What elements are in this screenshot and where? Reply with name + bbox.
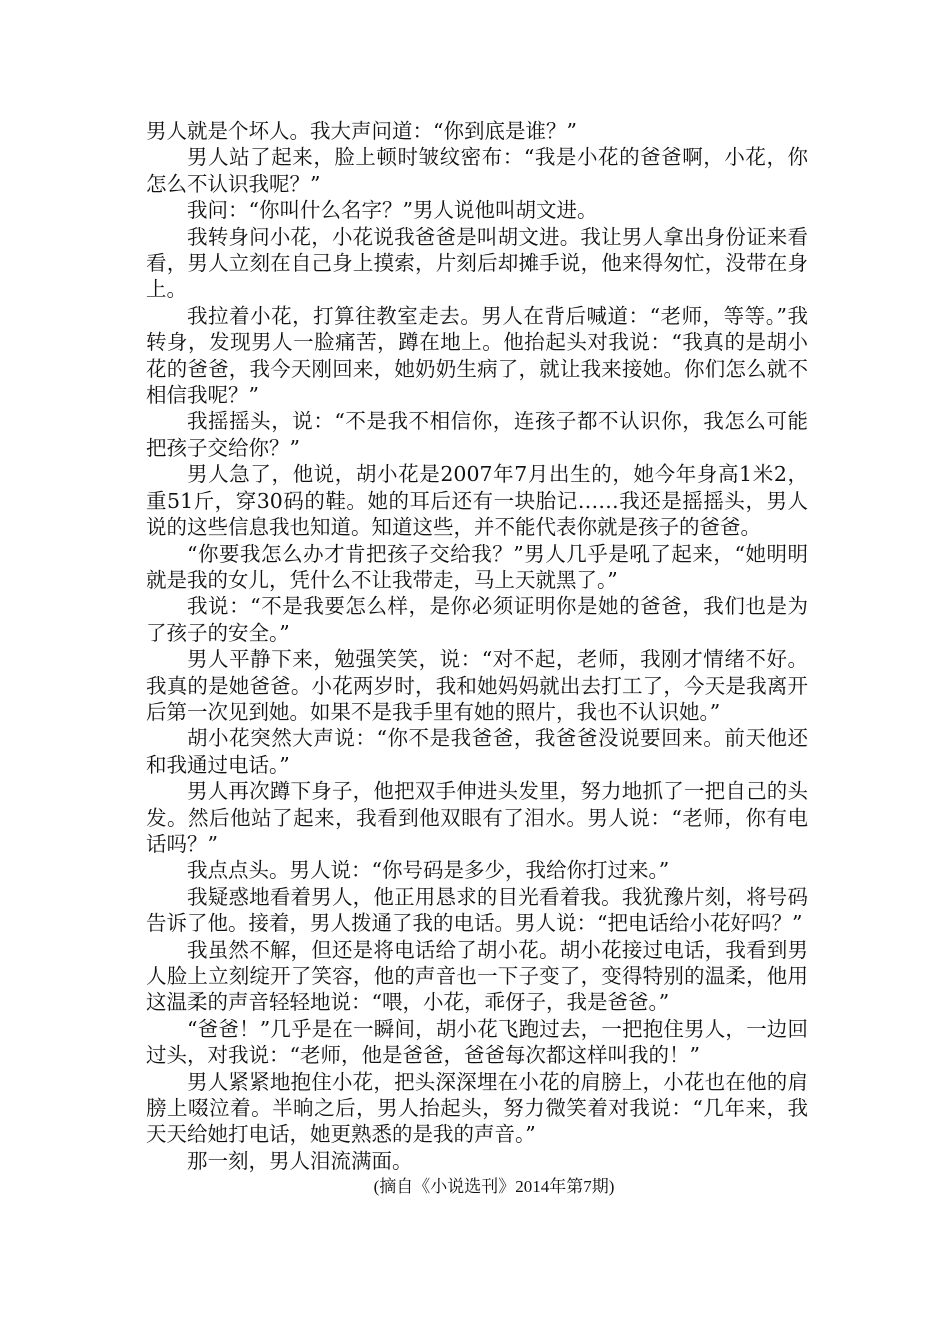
paragraph: 那一刻，男人泪流满面。 (187, 1148, 413, 1173)
paragraph: 男人再次蹲下身子，他把双手伸进头发里，努力地抓了一把自己的头发。然后他站了起来，我看到他双眼有了泪水。男人说：“老师，你有电话吗？” (146, 779, 808, 856)
paragraph: 我点点头。男人说：“你号码是多少，我给你打过来。” (187, 858, 670, 883)
paragraph: “你要我怎么办才肯把孩子交给我？”男人几乎是吼了起来，“她明明就是我的女儿，凭什么不让我带走，马上天就黑了。” (146, 541, 808, 592)
source-citation: (摘自《小说选刊》2014年第7期) (373, 1177, 615, 1197)
paragraph: 男人紧紧地抱住小花，把头深深埋在小花的肩膀上，小花也在他的肩膀上啜泣着。半晌之后，男人抬起头，努力微笑着对我说：“几年来，我天天给她打电话，她更熟悉的是我的声音。” (146, 1069, 808, 1147)
paragraph: 男人急了，他说，胡小花是2007年7月出生的，她今年身高1米2，重51斤，穿30码的鞋。她的耳后还有一块胎记……我还是摇摇头，男人说的这些信息我也知道。知道这些，并不能代表你就是孩子的爸爸。 (146, 462, 808, 540)
paragraph: 我问：“你叫什么名字？”男人说他叫胡文进。 (187, 198, 598, 223)
paragraph: 我拉着小花，打算往教室走去。男人在背后喊道：“老师，等等。”我转身，发现男人一脸痛苦，蹲在地上。他抬起头对我说：“我真的是胡小花的爸爸，我今天刚回来，她奶奶生病了，就让我来接她。你们怎么就不相信我呢？” (146, 303, 808, 408)
paragraph: 我摇摇头，说：“不是我不相信你，连孩子都不认识你，我怎么可能把孩子交给你？” (146, 409, 808, 460)
paragraph: 男人平静下来，勉强笑笑，说：“对不起，老师，我刚才情绪不好。我真的是她爸爸。小花两岁时，我和她妈妈就出去打工了，今天是我离开后第一次见到她。如果不是我手里有她的照片，我也不认识她。” (146, 647, 808, 724)
paragraph: 我虽然不解，但还是将电话给了胡小花。胡小花接过电话，我看到男人脸上立刻绽开了笑容，他的声音也一下子变了，变得特别的温柔，他用这温柔的声音轻轻地说：“喂，小花，乖伢子，我是爸爸。” (146, 937, 808, 1015)
paragraph: 我说：“不是我要怎么样，是你必须证明你是她的爸爸，我们也是为了孩子的安全。” (146, 594, 808, 645)
paragraph: 我疑惑地看着男人，他正用恳求的目光看着我。我犹豫片刻，将号码告诉了他。接着，男人拨通了我的电话。男人说：“把电话给小花好吗？” (146, 884, 808, 936)
paragraph: 男人就是个坏人。我大声问道：“你到底是谁？” (146, 119, 577, 143)
paragraph: 我转身问小花，小花说我爸爸是叫胡文进。我让男人拿出身份证来看看，男人立刻在自己身上摸索，片刻后却摊手说，他来得匆忙，没带在身上。 (146, 224, 808, 302)
article-body (146, 118, 808, 1200)
paragraph: 胡小花突然大声说：“你不是我爸爸，我爸爸没说要回来。前天他还和我通过电话。” (146, 726, 808, 777)
paragraph: “爸爸！”几乎是在一瞬间，胡小花飞跑过去，一把抱住男人，一边回过头，对我说：“老师，他是爸爸，爸爸每次都这样叫我的！” (146, 1016, 808, 1068)
paragraph: 男人站了起来，脸上顿时皱纹密布：“我是小花的爸爸啊，小花，你怎么不认识我呢？” (146, 145, 808, 196)
